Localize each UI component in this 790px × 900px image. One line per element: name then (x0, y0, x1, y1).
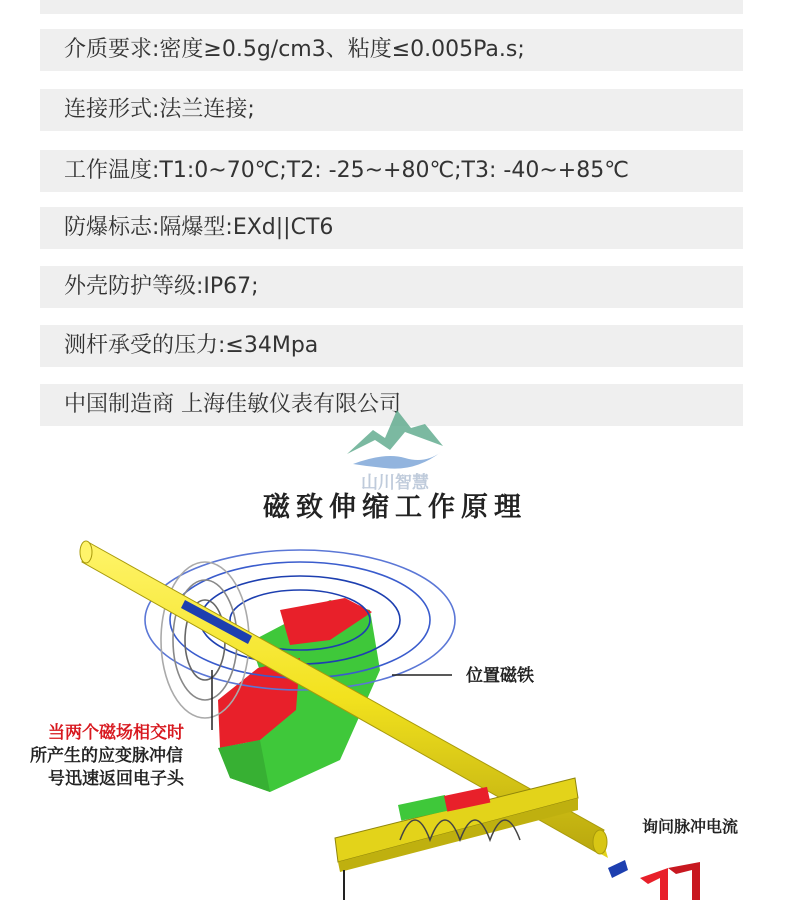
spec-row-medium (40, 29, 743, 71)
spec-row-response-time (40, 0, 743, 14)
mounting-bracket (335, 778, 578, 900)
spec-text: 介质要求:密度≥0.5g/cm3、粘度≤0.005Pa.s; (64, 37, 525, 62)
label-position-magnet: 位置磁铁 (466, 666, 534, 686)
label-intersect: 当两个磁场相交时 (48, 723, 184, 743)
spec-text: 中国制造商 上海佳敏仪表有限公司 (64, 392, 401, 417)
diagram-title: 磁致伸缩工作原理 (263, 492, 527, 523)
watermark-logo (345, 402, 445, 494)
label-pulse-line2: 号迅速返回电子头 (48, 769, 184, 789)
label-pulse-line1: 所产生的应变脉冲信 (30, 746, 183, 766)
spec-row-protection (40, 266, 743, 308)
spec-text: 外壳防护等级:IP67; (64, 274, 259, 299)
spec-text: 连接形式:法兰连接; (64, 97, 255, 122)
spec-row-pressure (40, 325, 743, 367)
spec-row-connection (40, 89, 743, 131)
interrogation-pulse (608, 860, 700, 900)
spec-row-temperature (40, 150, 743, 192)
spec-row-explosion-proof (40, 207, 743, 249)
spec-text: 防爆标志:隔爆型:EXd||CT6 (64, 215, 334, 240)
label-interrogation-current: 询问脉冲电流 (642, 817, 739, 836)
spec-text: 工作温度:T1:0~70℃;T2: -25~+80℃;T3: -40~+85℃ (64, 158, 629, 183)
watermark-text: 山川智慧 (361, 473, 429, 493)
spec-text: 测杆承受的压力:≤34Mpa (64, 333, 319, 358)
